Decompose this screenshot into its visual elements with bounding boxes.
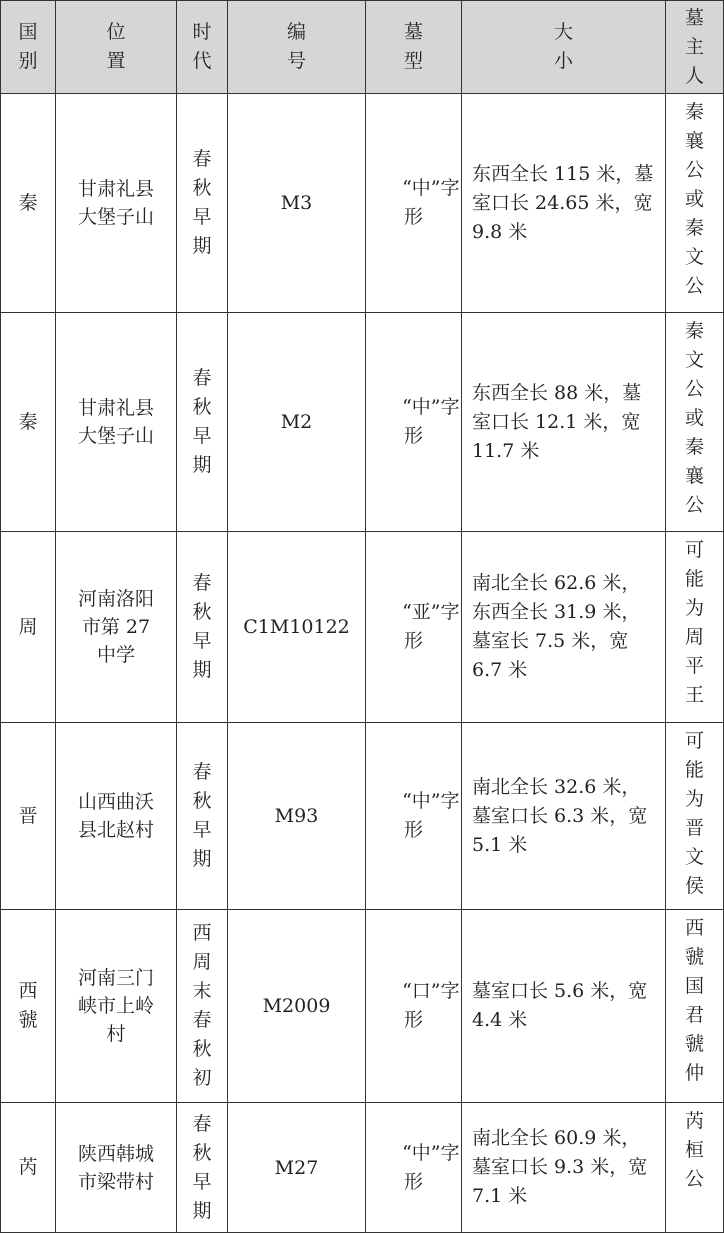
cell-owner: 秦文公或秦襄公 (666, 313, 724, 532)
cell-location: 山西曲沃县北赵村 (56, 723, 177, 910)
cell-state: 秦 (1, 94, 56, 313)
cell-state: 秦 (1, 313, 56, 532)
cell-type: “亚”字形 (366, 532, 462, 723)
cell-code: M3 (228, 94, 366, 313)
cell-code: C1M10122 (228, 532, 366, 723)
cell-location: 甘肃礼县大堡子山 (56, 313, 177, 532)
cell-size: 墓室口长 5.6 米，宽 4.4 米 (462, 910, 666, 1103)
cell-location: 河南三门峡市上岭村 (56, 910, 177, 1103)
cell-type: “中”字形 (366, 723, 462, 910)
header-owner: 墓主人 (666, 1, 724, 94)
table-row (1, 723, 724, 910)
cell-era: 春秋早期 (177, 1103, 228, 1233)
cell-code: M93 (228, 723, 366, 910)
header-era: 时代 (177, 1, 228, 94)
cell-size: 南北全长 60.9 米，墓室口长 9.3 米，宽 7.1 米 (462, 1103, 666, 1233)
cell-state: 晋 (1, 723, 56, 910)
cell-owner: 秦襄公或秦文公 (666, 94, 724, 313)
cell-state: 周 (1, 532, 56, 723)
table-row (1, 910, 724, 1103)
cell-type: “中”字形 (366, 94, 462, 313)
cell-size: 东西全长 115 米，墓室口长 24.65 米，宽 9.8 米 (462, 94, 666, 313)
header-code: 编号 (228, 1, 366, 94)
header-size: 大小 (462, 1, 666, 94)
cell-size: 南北全长 62.6 米，东西全长 31.9 米，墓室长 7.5 米，宽 6.7 米 (462, 532, 666, 723)
header-state: 国别 (1, 1, 56, 94)
header-row (1, 1, 724, 94)
cell-era: 春秋早期 (177, 313, 228, 532)
table-row (1, 94, 724, 313)
cell-location: 陕西韩城市梁带村 (56, 1103, 177, 1233)
cell-owner: 西虢国君虢仲 (666, 910, 724, 1103)
table-row (1, 532, 724, 723)
cell-code: M2 (228, 313, 366, 532)
cell-type: “中”字形 (366, 1103, 462, 1233)
cell-era: 西周末春秋初 (177, 910, 228, 1103)
header-location: 位置 (56, 1, 177, 94)
cell-state: 西虢 (1, 910, 56, 1103)
cell-owner: 芮桓公 (666, 1103, 724, 1233)
cell-era: 春秋早期 (177, 723, 228, 910)
cell-state: 芮 (1, 1103, 56, 1233)
cell-era: 春秋早期 (177, 94, 228, 313)
header-type: 墓型 (366, 1, 462, 94)
cell-type: “中”字形 (366, 313, 462, 532)
cell-era: 春秋早期 (177, 532, 228, 723)
cell-location: 河南洛阳市第 27 中学 (56, 532, 177, 723)
table-row (1, 313, 724, 532)
cell-size: 东西全长 88 米，墓室口长 12.1 米，宽 11.7 米 (462, 313, 666, 532)
cell-size: 南北全长 32.6 米，墓室口长 6.3 米，宽 5.1 米 (462, 723, 666, 910)
cell-owner: 可能为晋文侯 (666, 723, 724, 910)
cell-code: M27 (228, 1103, 366, 1233)
cell-location: 甘肃礼县大堡子山 (56, 94, 177, 313)
cell-code: M2009 (228, 910, 366, 1103)
cell-owner: 可能为周平王 (666, 532, 724, 723)
cell-type: “口”字形 (366, 910, 462, 1103)
table-row (1, 1103, 724, 1233)
